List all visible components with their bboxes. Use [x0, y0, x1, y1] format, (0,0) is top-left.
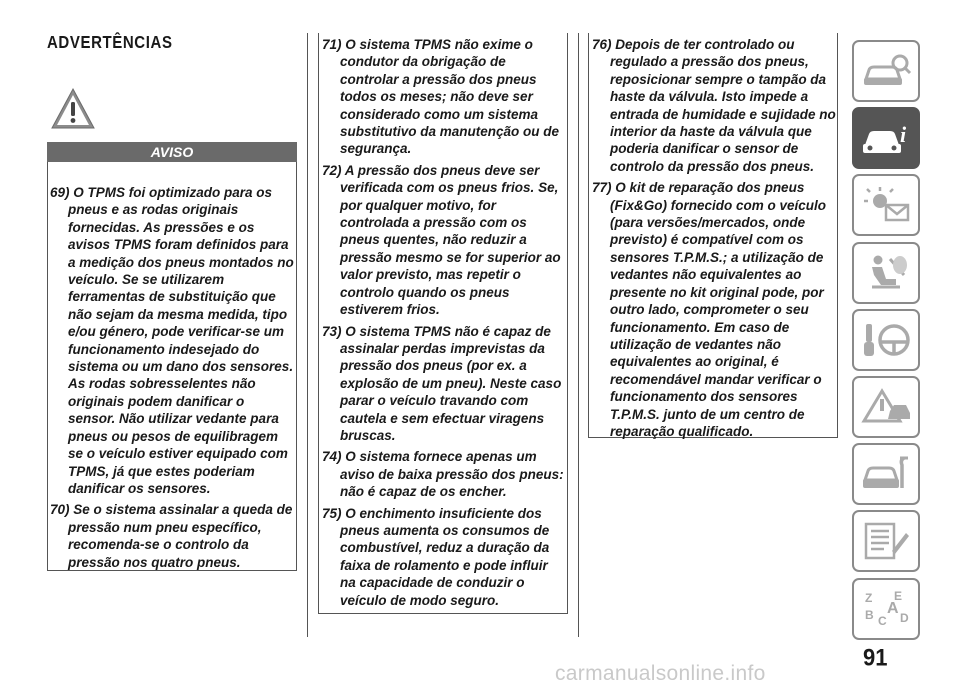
airbag-seat-icon	[860, 253, 912, 293]
car-wrench-icon	[860, 454, 912, 494]
warning-triangle-icon	[50, 86, 96, 132]
car-search-icon	[860, 51, 912, 91]
svg-text:Z: Z	[865, 590, 873, 605]
watermark: carmanualsonline.info	[555, 662, 766, 685]
svg-text:D: D	[900, 610, 909, 625]
warning-item-74: 74) O sistema fornece apenas um aviso de baixa pressão dos pneus: não é capaz de os encher.	[322, 449, 564, 500]
warning-item-69: 69) O TPMS foi optimizado para os pneus e as rodas originais fornecidas. As pressões e os avisos TPMS foram definidos para a medição dos pneus montados no veículo. Se se utilizarem ferramentas de substituição que não sejam da mesma medida, tipo e/ou género, pode verificar-se um funcionamento indesejado do sistema ou um dano dos sensores. As rodas sobresselentes não originais podem danificar o sensor. Não utilizar vedante para pneus ou pesos de equilibragem se o veículo estiver equipado com TPMS, já que estes poderiam danificar os sensores.	[50, 185, 294, 496]
svg-text:C: C	[878, 613, 887, 628]
warning-item-77: 77) O kit de reparação dos pneus (Fix&Go) fornecido com o veículo (para versões/mercados, onde previsto) é compatível com os sensores T.P.M.S.; a utilização de vedantes não equivalentes ao presente no kit original pode, por outro lado, comprometer o seu funcionamento. Em caso de utilização de vedantes não equivalentes ao original, é recomendável mandar verificar o funcionamento dos sensores T.P.M.S. junto de um centro de reparação qualificado.	[592, 180, 827, 439]
steering-wheel-key-icon	[860, 320, 912, 360]
tab-technical-data[interactable]	[852, 510, 920, 572]
column-3	[592, 36, 836, 440]
page-number: 91	[863, 643, 888, 672]
chapter-tabs	[852, 40, 920, 645]
warning-item-72: 72) A pressão dos pneus deve ser verificada com os pneus frios. Se, por qualquer motivo, for controlada a pressão com os pneus quentes, não reduzir a pressão mesmo se for superior ao valor previsto, mas repetir o controlo quando os pneus estiverem frios.	[322, 162, 561, 318]
svg-text:B: B	[865, 607, 874, 622]
warning-light-mail-icon	[860, 185, 912, 225]
tab-car-search[interactable]	[852, 40, 920, 102]
tab-car-info[interactable]	[852, 107, 920, 169]
warning-item-70: 70) Se o sistema assinalar a queda de pressão num pneu específico, recomenda-se o controlo da pressão nos quatro pneus.	[50, 502, 293, 570]
column-1	[50, 184, 295, 571]
car-info-icon	[860, 118, 912, 158]
aviso-header: AVISO	[47, 142, 297, 162]
column-2	[322, 36, 566, 609]
specs-list-icon	[860, 521, 912, 561]
warning-item-76: 76) Depois de ter controlado ou regulado a pressão dos pneus, reposicionar sempre o tampão da haste da válvula. Isto impede a entrada de humidade e sujidade no interior da haste da válvula que poderia danificar o sensor de controlo da pressão dos pneus.	[592, 37, 836, 174]
tab-starting-driving[interactable]	[852, 309, 920, 371]
tab-emergency[interactable]	[852, 376, 920, 438]
svg-text:i: i	[900, 122, 907, 148]
warning-item-73: 73) O sistema TPMS não é capaz de assinalar perdas imprevistas da pressão dos pneus (por ex. a explosão de um pneu). Neste caso parar o veículo travando com cautela e sem efectuar viragens bruscas.	[322, 323, 562, 443]
alphabetical-index-icon	[860, 589, 912, 629]
column-divider-1	[307, 33, 308, 637]
tab-safety[interactable]	[852, 242, 920, 304]
warning-item-75: 75) O enchimento insuficiente dos pneus aumenta os consumos de combustível, reduz a duração da faixa de rolamento e pode influir na capacidade de conduzir o veículo de modo seguro.	[322, 505, 550, 608]
tab-maintenance[interactable]	[852, 443, 920, 505]
svg-text:E: E	[894, 588, 903, 603]
warning-item-71: 71) O sistema TPMS não exime o condutor da obrigação de controlar a pressão dos pneus todos os meses; não deve ser considerado como um sistema substitutivo da manutenção ou de segurança.	[322, 37, 560, 157]
tab-index[interactable]	[852, 578, 920, 640]
tab-warning-lights[interactable]	[852, 174, 920, 236]
section-title: ADVERTÊNCIAS	[47, 33, 173, 53]
road-emergency-icon	[860, 387, 912, 427]
svg-text:A: A	[887, 599, 899, 617]
column-divider-2	[578, 33, 579, 637]
